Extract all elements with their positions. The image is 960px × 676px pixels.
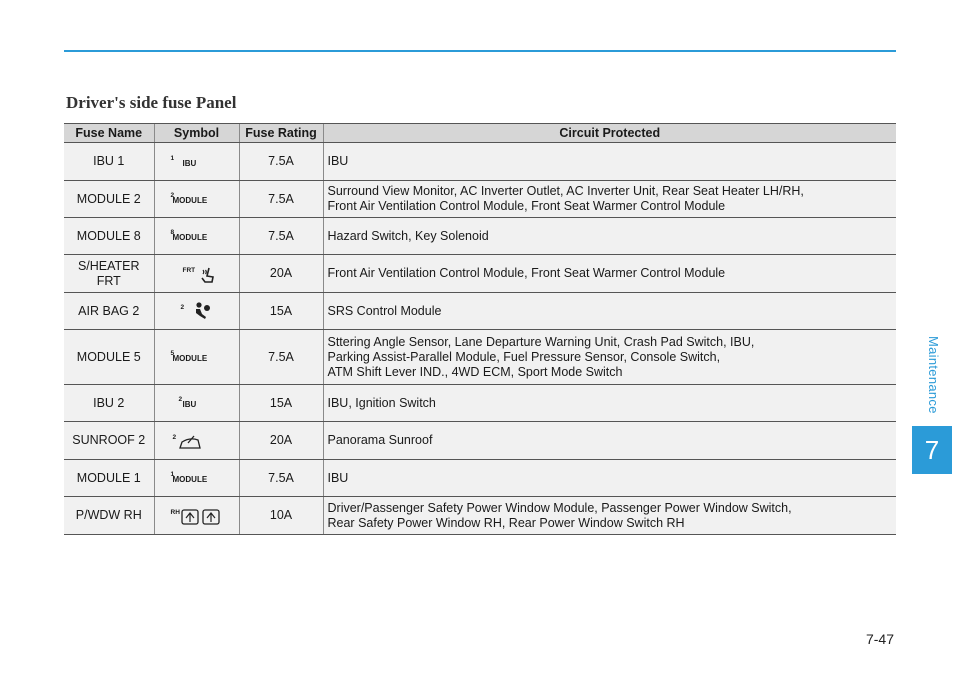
ibu-text-icon: IBU [182, 158, 197, 168]
fuse-name: MODULE 8 [64, 218, 154, 255]
seat-heater-icon [199, 266, 217, 284]
symbol-superscript: 2 [172, 433, 177, 441]
fuse-symbol [154, 293, 239, 330]
module-text-icon: MODULE [172, 233, 208, 242]
table-row [64, 422, 896, 460]
symbol-superscript: 5 [170, 350, 175, 357]
fuse-rating: 20A [239, 422, 323, 460]
sunroof-icon [179, 434, 201, 450]
fuse-name: SUNROOF 2 [64, 422, 154, 460]
symbol-superscript: RH [170, 508, 180, 516]
fuse-name: P/WDW RH [64, 497, 154, 535]
module-text-icon: MODULE [172, 475, 208, 484]
fuse-symbol [154, 460, 239, 497]
table-row [64, 181, 896, 218]
fuse-rating: 7.5A [239, 218, 323, 255]
circuit-protected: Surround View Monitor, AC Inverter Outlet, AC Inverter Unit, Rear Seat Heater LH/RH, Front Air Ventilation Control Module, Front Seat Warmer Control Module [323, 181, 896, 218]
fuse-rating: 20A [239, 255, 323, 293]
fuse-name: S/HEATER FRT [64, 255, 154, 293]
symbol-superscript: 1 [170, 471, 175, 478]
symbol-superscript: 2 [170, 192, 175, 199]
column-header-symbol: Symbol [154, 124, 239, 143]
fuse-name: IBU 2 [64, 385, 154, 422]
chapter-number-tab: 7 [912, 426, 952, 474]
fuse-name: MODULE 5 [64, 330, 154, 385]
circuit-protected: IBU [323, 460, 896, 497]
fuse-symbol [154, 330, 239, 385]
module-text-icon: MODULE [172, 196, 208, 205]
fuse-name: MODULE 1 [64, 460, 154, 497]
fuse-symbol [154, 422, 239, 460]
circuit-protected: IBU, Ignition Switch [323, 385, 896, 422]
fuse-rating: 15A [239, 293, 323, 330]
fuse-name: MODULE 2 [64, 181, 154, 218]
fuse-symbol [154, 255, 239, 293]
symbol-superscript: 2 [178, 396, 183, 403]
table-row [64, 293, 896, 330]
table-row [64, 330, 896, 385]
fuse-rating: 7.5A [239, 330, 323, 385]
fuse-rating: 7.5A [239, 143, 323, 181]
fuse-symbol [154, 497, 239, 535]
table-row [64, 143, 896, 181]
symbol-superscript: 1 [170, 154, 175, 162]
circuit-protected: Hazard Switch, Key Solenoid [323, 218, 896, 255]
table-row [64, 218, 896, 255]
ibu-text-icon: IBU [182, 400, 197, 409]
circuit-protected: Sttering Angle Sensor, Lane Departure Warning Unit, Crash Pad Switch, IBU, Parking Assist-Parallel Module, Fuel Pressure Sensor, Console Switch, ATM Shift Lever IND., 4WD ECM, Sport Mode Switch [323, 330, 896, 385]
fuse-symbol [154, 143, 239, 181]
circuit-protected: SRS Control Module [323, 293, 896, 330]
fuse-rating: 7.5A [239, 181, 323, 218]
airbag-icon [191, 301, 211, 321]
column-header-fuse-name: Fuse Name [64, 124, 154, 143]
fuse-symbol [154, 181, 239, 218]
symbol-superscript: 8 [170, 229, 175, 236]
chapter-side-label: Maintenance [926, 336, 941, 414]
table-row [64, 385, 896, 422]
symbol-superscript: 2 [180, 304, 185, 311]
circuit-protected: Driver/Passenger Safety Power Window Module, Passenger Power Window Switch, Rear Safety Power Window RH, Rear Power Window Switch RH [323, 497, 896, 535]
fuse-rating: 10A [239, 497, 323, 535]
page-number: 7-47 [865, 631, 894, 647]
column-header-fuse-rating: Fuse Rating [239, 124, 323, 143]
table-row [64, 255, 896, 293]
fuse-symbol [154, 385, 239, 422]
column-header-circuit-protected: Circuit Protected [323, 124, 896, 143]
circuit-protected: Front Air Ventilation Control Module, Front Seat Warmer Control Module [323, 255, 896, 293]
section-title: Driver's side fuse Panel [66, 93, 237, 112]
symbol-superscript: FRT [182, 266, 196, 274]
fuse-name: AIR BAG 2 [64, 293, 154, 330]
table-row [64, 460, 896, 497]
fuse-rating: 7.5A [239, 460, 323, 497]
fuse-table [64, 123, 896, 535]
top-rule [64, 50, 896, 52]
module-text-icon: MODULE [172, 354, 208, 363]
fuse-rating: 15A [239, 385, 323, 422]
table-row [64, 497, 896, 535]
circuit-protected: Panorama Sunroof [323, 422, 896, 460]
fuse-name: IBU 1 [64, 143, 154, 181]
circuit-protected: IBU [323, 143, 896, 181]
table-header-row [64, 124, 896, 143]
power-window-icon [181, 508, 221, 526]
fuse-symbol [154, 218, 239, 255]
